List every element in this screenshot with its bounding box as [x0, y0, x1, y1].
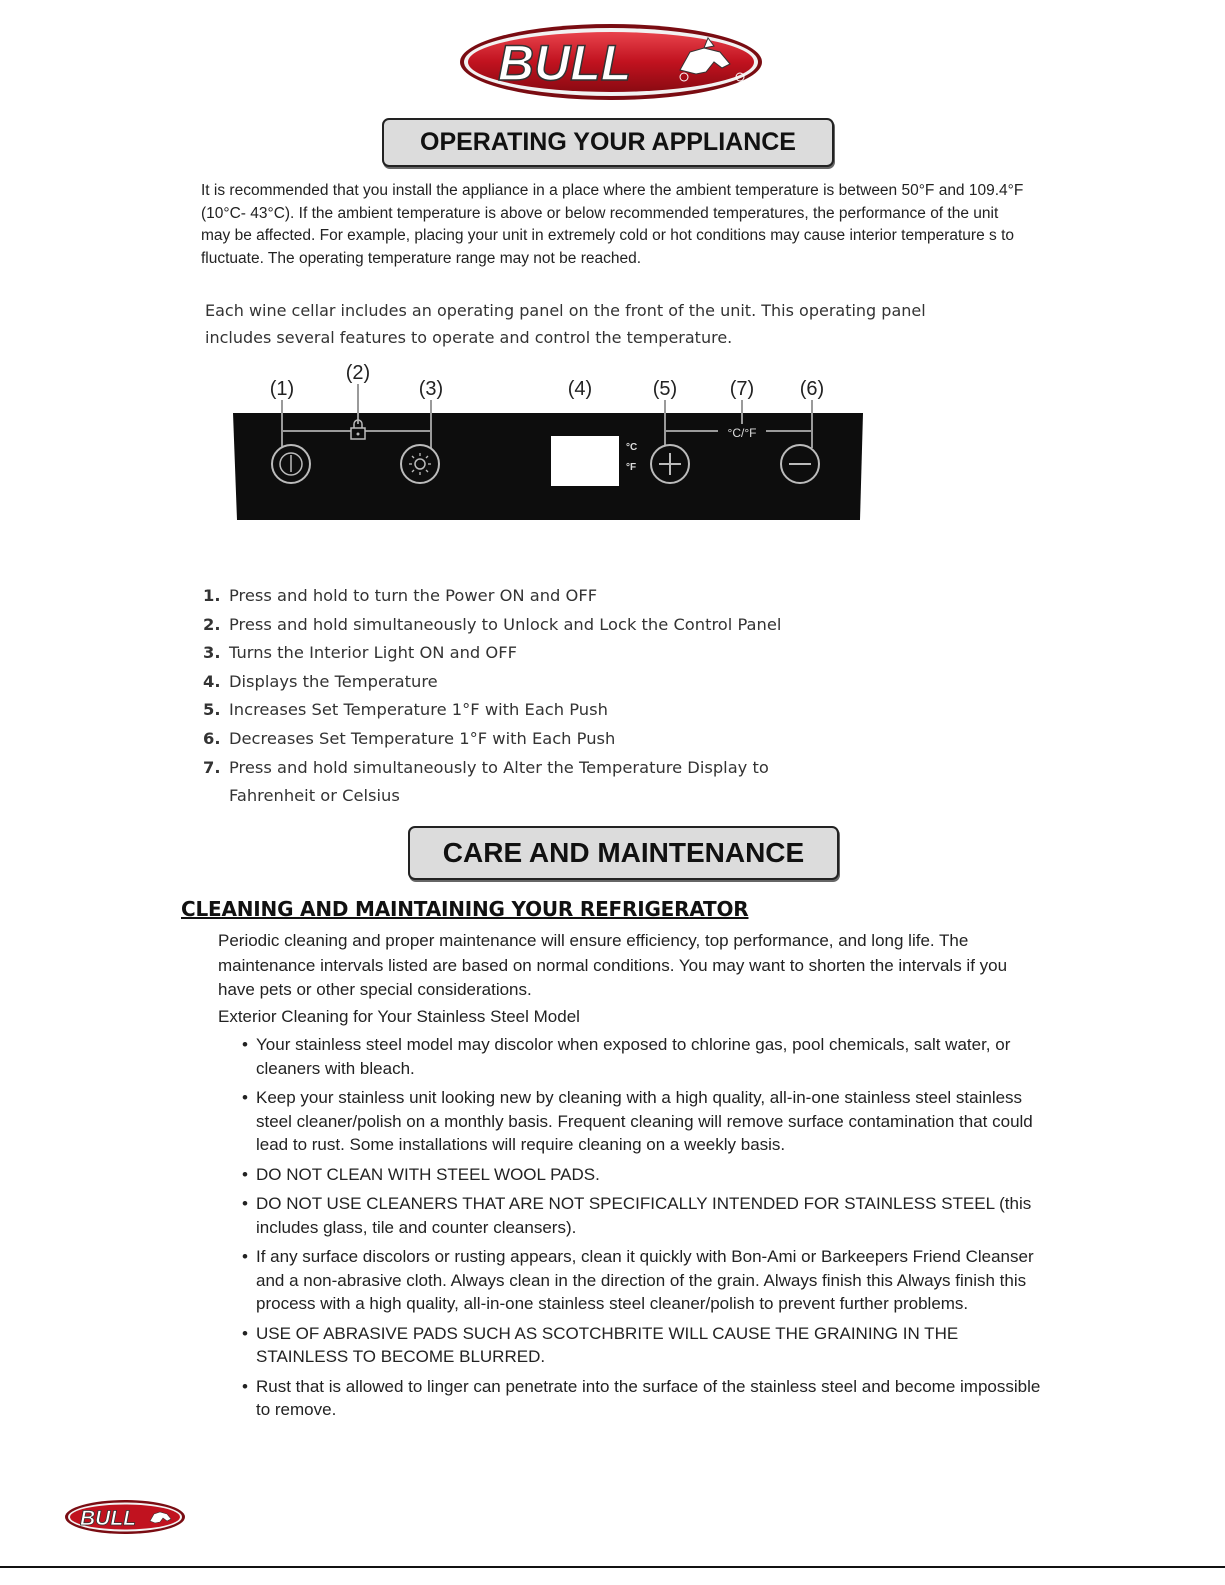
callout-1: (1) — [269, 378, 295, 400]
list-item: 2. Press and hold simultaneously to Unlock and Lock the Control Panel — [203, 614, 782, 634]
callout-7: (7) — [729, 378, 755, 400]
power-button[interactable] — [272, 445, 310, 483]
list-item: 1. Press and hold to turn the Power ON and OFF — [203, 586, 598, 605]
care-section-title: CARE AND MAINTENANCE — [408, 826, 839, 880]
exterior-cleaning-title: Exterior Cleaning for Your Stainless Steel Model — [218, 1007, 580, 1026]
list-item: 5. Increases Set Temperature 1°F with Each Push — [203, 700, 608, 720]
list-item: • Your stainless steel model may discolor when exposed to chlorine gas, pool chemicals, salt water, or cleaners with bleach. — [242, 1033, 1042, 1080]
list-item: 7. Press and hold simultaneously to Alter the Temperature Display to — [203, 757, 769, 777]
maintenance-paragraph: Periodic cleaning and proper maintenance will ensure efficiency, top performance, and long life. The maintenance intervals listed are based on normal conditions. You may want to shorten the intervals if you have pets or other special considerations. — [218, 931, 1008, 999]
decrease-button[interactable] — [781, 445, 819, 483]
cleaning-bullets — [242, 1033, 1042, 1428]
svg-text:BULL: BULL — [80, 1507, 136, 1530]
light-button[interactable] — [401, 445, 439, 483]
svg-text:BULL: BULL — [498, 35, 632, 91]
unit-toggle-label: °C/°F — [727, 426, 757, 440]
callout-5: (5) — [652, 378, 678, 400]
list-item: • DO NOT CLEAN WITH STEEL WOOL PADS. — [242, 1163, 1042, 1187]
list-item-continuation: Fahrenheit or Celsius — [229, 786, 400, 806]
list-item: 4. Displays the Temperature — [203, 671, 438, 691]
callout-3: (3) — [418, 378, 444, 400]
operating-panel-intro: Each wine cellar includes an operating panel on the front of the unit. This operating panel includes several features to operate and control the temperature. — [205, 301, 926, 347]
list-item: • If any surface discolors or rusting appears, clean it quickly with Bon-Ami or Barkeepers Friend Cleanser and a non-abrasive cloth. Always clean in the direction of the grain. Always finish this Always finish this process with a high quality, all-in-one stainless steel cleaner/polish to prevent further problems. — [242, 1245, 1042, 1316]
callout-4: (4) — [567, 378, 593, 400]
bull-logo-footer — [64, 1499, 186, 1535]
cleaning-subtitle: CLEANING AND MAINTAINING YOUR REFRIGERATOR — [181, 897, 749, 921]
callout-2: (2) — [345, 362, 371, 384]
list-item: • USE OF ABRASIVE PADS SUCH AS SCOTCHBRITE WILL CAUSE THE GRAINING IN THE STAINLESS TO BECOME BLURRED. — [242, 1322, 1042, 1369]
list-item: 6. Decreases Set Temperature 1°F with Each Push — [203, 728, 616, 748]
temperature-display — [551, 436, 619, 486]
list-item: 3. Turns the Interior Light ON and OFF — [203, 643, 517, 663]
bull-logo — [458, 22, 764, 102]
page-bottom-rule — [0, 1566, 1225, 1568]
fahrenheit-indicator: °F — [626, 462, 637, 473]
control-panel-diagram — [228, 358, 868, 528]
callout-6: (6) — [799, 378, 825, 400]
celsius-indicator: °C — [626, 442, 638, 453]
list-item: • Rust that is allowed to linger can penetrate into the surface of the stainless steel and become impossible to remove. — [242, 1375, 1042, 1422]
list-item: • DO NOT USE CLEANERS THAT ARE NOT SPECIFICALLY INTENDED FOR STAINLESS STEEL (this includes glass, tile and counter cleansers). — [242, 1192, 1042, 1239]
feature-list — [203, 582, 903, 811]
ambient-temperature-paragraph: It is recommended that you install the appliance in a place where the ambient temperature is between 50°F and 109.4°F (10°C- 43°C). If the ambient temperature is above or below recommended temperatures, the performance of the unit may be affected. For example, placing your unit in extremely cold or hot conditions may cause interior temperature s to fluctuate. The operating temperature range may not be reached. — [201, 182, 1024, 267]
list-item: • Keep your stainless unit looking new by cleaning with a high quality, all-in-one stainless steel stainless steel cleaner/polish on a monthly basis. Frequent cleaning will remove surface contamination that could lead to rust. Some installations will require cleaning on a weekly basis. — [242, 1086, 1042, 1157]
increase-button[interactable] — [651, 445, 689, 483]
operating-section-title: OPERATING YOUR APPLIANCE — [382, 118, 834, 167]
